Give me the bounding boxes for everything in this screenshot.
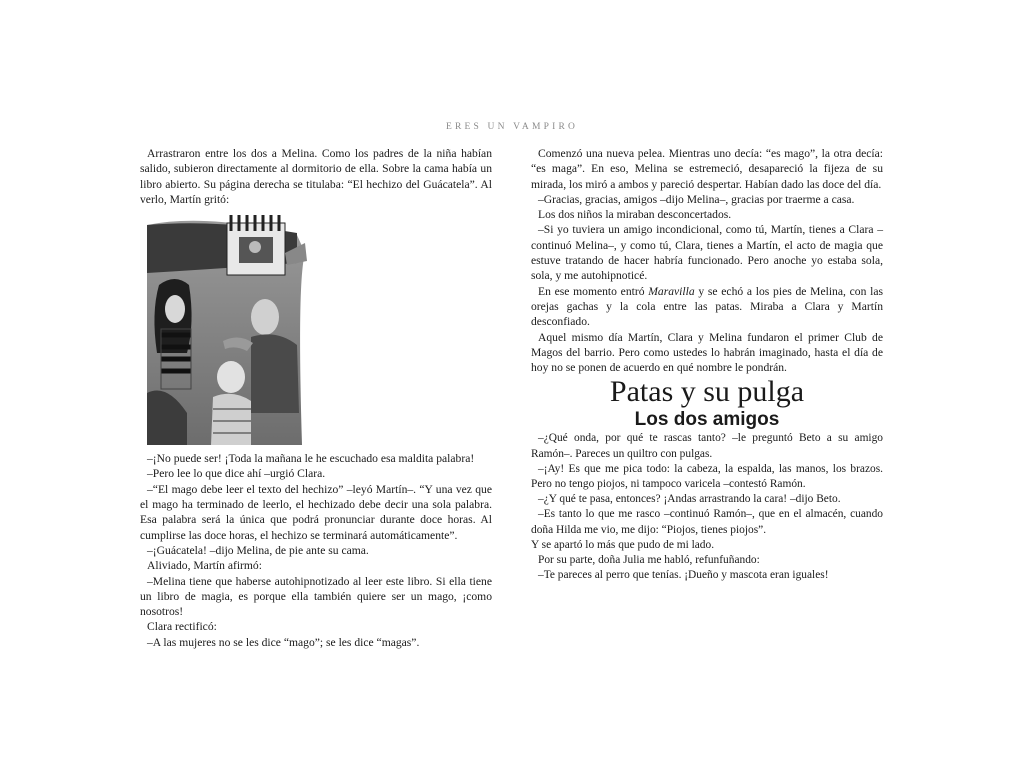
- section-title: Los dos amigos: [634, 409, 780, 431]
- paragraph: –A las mujeres no se les dice “mago”; se les dice “magas”.: [147, 635, 420, 649]
- illustration-children-puppet-theater: [147, 213, 307, 445]
- story-paragraph: –¿Y qué te pasa, entonces? ¡Andas arrastrando la cara! –dijo Beto.: [538, 493, 841, 506]
- paragraph: –Melina tiene que haberse autohipnotizado al leer este libro. Si ella tiene un libro de magia, es porque ella también quiere ser un mago, ¡como nosotros!: [140, 574, 492, 619]
- left-page-column: [140, 146, 492, 650]
- paragraph: –“El mago debe leer el texto del hechizo” –leyó Martín–. “Y una vez que el mago ha terminado de leerlo, el hechizado debe decir una sola palabra. Esa palabra será la única que podrá pronunciar durante doce horas. Al cumplirse las doce horas, el hechizo se terminará automáticamente”.: [140, 482, 492, 542]
- paragraph: Aliviado, Martín afirmó:: [147, 559, 262, 573]
- paragraph: –Gracias, gracias, amigos –dijo Melina–, gracias por traerme a casa.: [538, 192, 855, 206]
- paragraph-rest: y se echó a los pies de Melina, con las orejas gachas y la cola entre las patas. Miraba a Clara y Martín desconfiado.: [531, 284, 883, 329]
- paragraph: –¡Guácatela! –dijo Melina, de pie ante su cama.: [147, 543, 369, 557]
- paragraph: –Pero lee lo que dice ahí –urgió Clara.: [147, 467, 326, 481]
- paragraph: Arrastraron entre los dos a Melina. Como los padres de la niña habían salido, subieron directamente al dormitorio de ella. Sobre la cama había un libro abierto. Su página derecha se titulaba: “El hechizo del Guácatela”. Al verlo, Martín gritó:: [140, 147, 492, 206]
- story-paragraph: –¿Qué onda, por qué te rascas tanto? –le preguntó Beto a su amigo Ramón–. Pareces un quiltro con pulgas.: [531, 432, 883, 460]
- paragraph: –¡No puede ser! ¡Toda la mañana le he escuchado esa maldita palabra!: [147, 452, 475, 466]
- story-paragraph: Por su parte, doña Julia me habló, refunfuñando:: [538, 554, 760, 567]
- paragraph: [531, 284, 883, 330]
- running-head: ERES UN VAMPIRO: [445, 122, 579, 132]
- story-paragraph: –Te pareces al perro que tenías. ¡Dueño y mascota eran iguales!: [538, 569, 829, 582]
- dog-name: Maravilla: [648, 284, 695, 298]
- paragraph: Comenzó una nueva pelea. Mientras uno decía: “es mago”, la otra decía: “es maga”. En eso, Melina se estremeció, desapareció la fijeza de su mirada, los miró a ambos y pareció despertar. Habían dado las doce del día.: [531, 147, 883, 191]
- story-paragraph: Y se apartó lo más que pudo de mi lado.: [531, 538, 715, 551]
- paragraph: Aquel mismo día Martín, Clara y Melina fundaron el primer Club de Magos del barrio. Pero como ustedes lo habrán imaginado, hasta el día de hoy no se ponen de acuerdo en qué nombre le pondrán.: [531, 330, 883, 375]
- right-page-column: [531, 146, 883, 583]
- story-paragraph: –¡Ay! Es que me pica todo: la cabeza, la espalda, las manos, los brazos. Pero no tengo piojos, ni tampoco varicela –contestó Ramón.: [531, 462, 883, 491]
- story-paragraph: –Es tanto lo que me rasco –continuó Ramón–, que en el almacén, cuando doña Hilda me vio, me dijo: “Piojos, tienes piojos”.: [531, 508, 883, 536]
- paragraph: –Si yo tuviera un amigo incondicional, como tú, Martín, tienes a Clara –continuó Melina–, y como tú, Clara, tienes a Martín, el acto de magia que estuve tratando de hacer habría funcionado. Pero anoche yo estaba sola, sola, y me autohipnoticé.: [531, 223, 883, 283]
- paragraph: Clara rectificó:: [147, 620, 217, 634]
- paragraph: Los dos niños la miraban desconcertados.: [538, 208, 732, 222]
- paragraph-start: En ese momento entró: [538, 284, 649, 298]
- story-text: [531, 431, 883, 583]
- chapter-title: Patas y su pulga: [609, 375, 805, 409]
